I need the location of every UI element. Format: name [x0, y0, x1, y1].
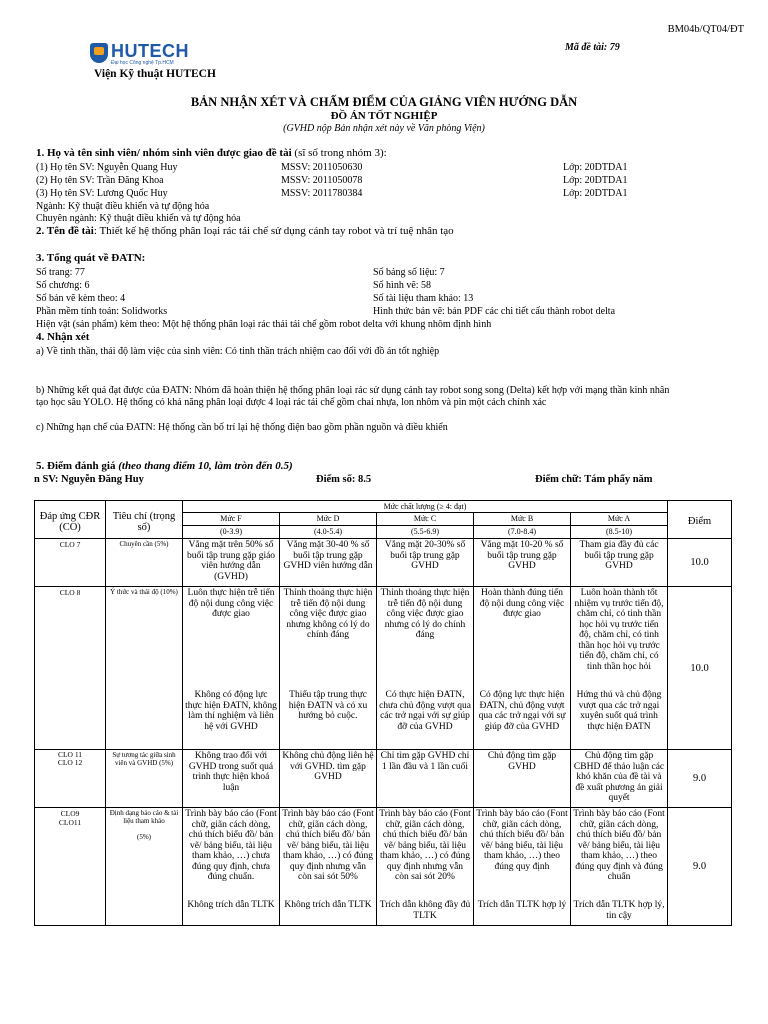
row-cell — [377, 587, 474, 750]
overview-chapters: Số chương: 6 — [36, 280, 90, 291]
level-c-name: Mức C — [377, 513, 474, 526]
level-b-name: Mức B — [474, 513, 571, 526]
row-criteria: Chuyên cần (5%) — [106, 539, 183, 587]
row-cell — [571, 808, 668, 926]
row-cell: Vắng mặt 10-20 % số buổi tập trung gặp GVHD — [474, 539, 571, 587]
level-c-range: (5.5-6.9) — [377, 526, 474, 539]
criteria-label: Định dạng báo cáo & tài liệu tham khảo — [109, 809, 179, 825]
row-score: 10.0 — [668, 587, 732, 750]
header-score: Điểm — [668, 501, 732, 539]
student-3-mssv: MSSV: 2011780384 — [281, 188, 363, 199]
comment-results-line1: b) Những kết quả đạt được của ĐATN: Nhóm đã hoàn thiện hệ thống phân loại rác sử dụng cánh tay robot song song (Delta) kết hợp với mạng thần kinh nhân — [36, 385, 670, 396]
cell-bottom: Có động lực thực hiện ĐATN, chủ động vượt qua các trở ngại với sự giúp đỡ của GVHD — [478, 690, 566, 732]
student-3-class: Lớp: 20DTDA1 — [563, 188, 628, 199]
row-cell: Không trao đổi với GVHD trong suốt quá trình thực hiện khoá luận — [183, 750, 280, 808]
overview-figures: Số hình vẽ: 58 — [373, 280, 432, 291]
grading-rubric-table — [34, 500, 732, 926]
overview-tables: Số bảng số liệu: 7 — [373, 267, 445, 278]
overview-drawing-format: Hình thức bản vẽ: bản PDF các chi tiết cấu thành robot delta — [373, 306, 616, 317]
level-a-name: Mức A — [571, 513, 668, 526]
student-1-name: (1) Họ tên SV: Nguyễn Quang Huy — [36, 162, 178, 173]
cell-top: Trình bày báo cáo (Font chữ, giãn cách dòng, chú thích biểu đồ/ bản vẽ/ bảng biểu, tài liệu tham khảo, …) chưa đúng quy định, chưa đúng chuẩn. — [185, 809, 277, 882]
section3-heading: 3. Tổng quát về ĐATN: — [36, 252, 146, 264]
form-code: BM04b/QT04/ĐT — [667, 24, 744, 35]
row-co: CLO9 CLO11 — [35, 808, 106, 926]
row-co: CLO 11 CLO 12 — [35, 750, 106, 808]
cell-top: Trình bày báo cáo (Font chữ, giãn cách dòng, chú thích biểu đồ/ bản vẽ/ bảng biểu, tài liệu tham khảo, …) có đúng quy định nhưng vẫn còn sai sót 50% — [282, 809, 374, 882]
cell-top: Luôn thực hiện trễ tiến độ nội dung công việc được giao — [187, 588, 275, 619]
document-title: BẢN NHẬN XÉT VÀ CHẤM ĐIỂM CỦA GIẢNG VIÊN HƯỚNG DẪN — [190, 95, 578, 109]
cell-top: Trình bày báo cáo (Font chữ, giãn cách dòng, chú thích biểu đồ/ bản vẽ/ bảng biểu, tài liệu tham khảo, …) có đúng quy định nhưng vẫn còn sai sót 20% — [379, 809, 471, 882]
document-subtitle: ĐỒ ÁN TỐT NGHIỆP — [330, 110, 438, 122]
table-row — [35, 539, 732, 587]
student-1-class: Lớp: 20DTDA1 — [563, 162, 628, 173]
cell-top: Trình bày báo cáo (Font chữ, giãn cách dòng, chú thích biểu đồ/ bản vẽ/ bảng biểu, tài liệu tham khảo, …) theo đúng quy định — [476, 809, 568, 872]
row-cell: Vắng mặt trên 50% số buổi tập trung gặp giáo viên hướng dẫn (GVHD) — [183, 539, 280, 587]
score-number: Điểm số: 8.5 — [316, 474, 372, 485]
row-cell — [183, 587, 280, 750]
specialization: Chuyên ngành: Kỹ thuật điều khiển và tự động hóa — [36, 213, 241, 224]
level-b-range: (7.0-8.4) — [474, 526, 571, 539]
institute-name: Viện Kỹ thuật HUTECH — [94, 68, 216, 80]
cell-top: Luôn hoàn thành tốt nhiệm vụ trước tiến độ, chăm chỉ, có tinh thần học hỏi vụ trước tiến độ, chăm chỉ, có tinh thần học hỏi vụ trước tiến độ, chăm chỉ, có tinh thần học hỏi — [574, 588, 664, 672]
student-2-name: (2) Họ tên SV: Trần Đăng Khoa — [36, 175, 164, 186]
row-cell: Vắng mặt 30-40 % số buổi tập trung gặp GVHD viên hướng dẫn — [280, 539, 377, 587]
row-cell — [474, 808, 571, 926]
cell-top: Hoàn thành đúng tiến độ nội dung công việc được giao — [479, 588, 565, 619]
comment-results-line2: tạo học sâu YOLO. Hệ thống có khả năng phân loại được 4 loại rác tái chế gồm chai nhựa, lon nhôm và pin một cách chính xác — [36, 397, 547, 408]
row-score: 9.0 — [668, 808, 732, 926]
cell-bottom: Không trích dẫn TLTK — [284, 900, 372, 910]
comment-limitations: c) Những hạn chế của ĐATN: Hệ thống cần bố trí lại hệ thống điện bao gồm phần nguồn và điều khiển — [36, 422, 448, 433]
cell-bottom: Thiếu tập trung thực hiện ĐATN và có xu hướng bỏ cuộc. — [288, 690, 368, 721]
cell-bottom: Không trích dẫn TLTK — [187, 900, 275, 910]
student-1-mssv: MSSV: 2011050630 — [281, 162, 363, 173]
row-cell: Không chủ động liên hệ với GVHD. tìm gặp GVHD — [280, 750, 377, 808]
row-cell — [280, 808, 377, 926]
row-cell — [474, 587, 571, 750]
cell-bottom: Hứng thú và chủ động vượt qua các trở ngại xuyên suốt quá trình thực hiện ĐATN — [576, 690, 662, 732]
cell-top: Trình bày báo cáo (Font chữ, giãn cách dòng, chú thích biểu đồ/ bản vẽ/ bảng biểu, tài liệu tham khảo, …) theo đúng quy định và đúng chuẩn — [573, 809, 665, 882]
section5-heading: 5. Điểm đánh giá (theo thang điểm 10, làm tròn đến 0.5) — [36, 460, 293, 472]
hutech-logo — [90, 43, 190, 65]
level-d-name: Mức D — [280, 513, 377, 526]
row-co: CLO 7 — [35, 539, 106, 587]
cell-bottom: Trích dẫn TLTK hợp lý — [477, 900, 567, 910]
level-d-range: (4.0-5.4) — [280, 526, 377, 539]
row-cell: Chỉ tìm gặp GVHD chỉ 1 lần đầu và 1 lần cuối — [377, 750, 474, 808]
comment-attitude: a) Về tinh thần, thái độ làm việc của sinh viên: Có tinh thần trách nhiệm cao đối với đồ án tốt nghiệp — [36, 346, 440, 357]
overview-pages: Số trang: 77 — [36, 267, 85, 278]
section1-heading: 1. Họ và tên sinh viên/ nhóm sinh viên được giao đề tài (sĩ số trong nhóm 3): — [36, 147, 387, 159]
row-cell — [183, 808, 280, 926]
row-cell: Chủ động tìm gặp GVHD — [474, 750, 571, 808]
header-criteria: Tiêu chí (trọng số) — [106, 501, 183, 539]
row-cell — [377, 808, 474, 926]
cell-bottom: Có thực hiện ĐATN, chưa chủ động vượt qua các trở ngại với sự giúp đỡ của GVHD — [379, 690, 471, 732]
header-co: Đáp ứng CĐR (CO) — [35, 501, 106, 539]
row-criteria — [106, 808, 183, 926]
student-2-mssv: MSSV: 2011050078 — [281, 175, 363, 186]
graded-student: n SV: Nguyễn Đăng Huy — [34, 474, 144, 485]
cell-top: Thỉnh thoảng thực hiện trễ tiến độ nội dung công việc được giao nhưng có lý do chính đáng — [380, 588, 470, 640]
shield-icon — [90, 43, 108, 63]
cell-top: Thỉnh thoảng thực hiện trễ tiến độ nội dung công việc được giao nhưng không có lý do chính đáng — [283, 588, 373, 640]
logo-text: HUTECH — [111, 41, 189, 61]
table-row — [35, 808, 732, 926]
topic-number: Mã đề tài: 79 — [565, 42, 620, 53]
cell-bottom: Không có động lực thực hiện ĐATN, không làm thí nghiệm và liên hệ với GVHD — [185, 690, 277, 732]
table-row — [35, 750, 732, 808]
row-cell — [280, 587, 377, 750]
level-a-range: (8.5-10) — [571, 526, 668, 539]
row-score: 9.0 — [668, 750, 732, 808]
section2-topic: 2. Tên đề tài: Thiết kế hệ thống phân loại rác tái chế sử dụng cánh tay robot và trí tuệ nhân tạo — [36, 225, 454, 237]
overview-references: Số tài liệu tham khảo: 13 — [373, 293, 474, 304]
overview-product: Hiện vật (sản phẩm) kèm theo: Một hệ thống phân loại rác thải tái chế gồm robot delta với khung nhôm định hình — [36, 319, 492, 330]
table-row — [35, 587, 732, 750]
row-cell: Tham gia đầy đủ các buổi tập trung gặp GVHD — [571, 539, 668, 587]
criteria-weight: (5%) — [137, 833, 151, 841]
overview-drawings: Số bản vẽ kèm theo: 4 — [36, 293, 126, 304]
cell-bottom: Trích dẫn TLTK hợp lý, tin cậy — [573, 900, 665, 921]
major: Ngành: Kỹ thuật điều khiển và tự động hóa — [36, 201, 210, 212]
header-quality: Mức chất lượng (≥ 4: đạt) — [183, 501, 668, 513]
row-criteria: Sự tương tác giữa sinh viên và GVHD (5%) — [106, 750, 183, 808]
cell-bottom: Trích dẫn không đầy đủ TLTK — [379, 900, 471, 921]
row-score: 10.0 — [668, 539, 732, 587]
score-words: Điểm chữ: Tám phẩy năm — [535, 474, 653, 485]
row-cell: Chủ động tìm gặp CBHD để thảo luận các khó khăn của đề tài và đề xuất phương án giải quyết — [571, 750, 668, 808]
logo-subtext: Đại học Công nghệ Tp.HCM — [111, 60, 174, 66]
section4-heading: 4. Nhận xét — [36, 331, 90, 343]
row-criteria: Ý thức và thái độ (10%) — [106, 587, 183, 750]
row-cell: Vắng mặt 20-30% số buổi tập trung gặp GVHD — [377, 539, 474, 587]
row-co: CLO 8 — [35, 587, 106, 750]
overview-software: Phần mềm tính toán: Solidworks — [36, 306, 168, 317]
level-f-name: Mức F — [183, 513, 280, 526]
submission-note: (GVHD nộp Bản nhận xét này về Văn phòng Viện) — [283, 123, 485, 134]
level-f-range: (0-3.9) — [183, 526, 280, 539]
student-3-name: (3) Họ tên SV: Lương Quốc Huy — [36, 188, 168, 199]
student-2-class: Lớp: 20DTDA1 — [563, 175, 628, 186]
row-cell — [571, 587, 668, 750]
